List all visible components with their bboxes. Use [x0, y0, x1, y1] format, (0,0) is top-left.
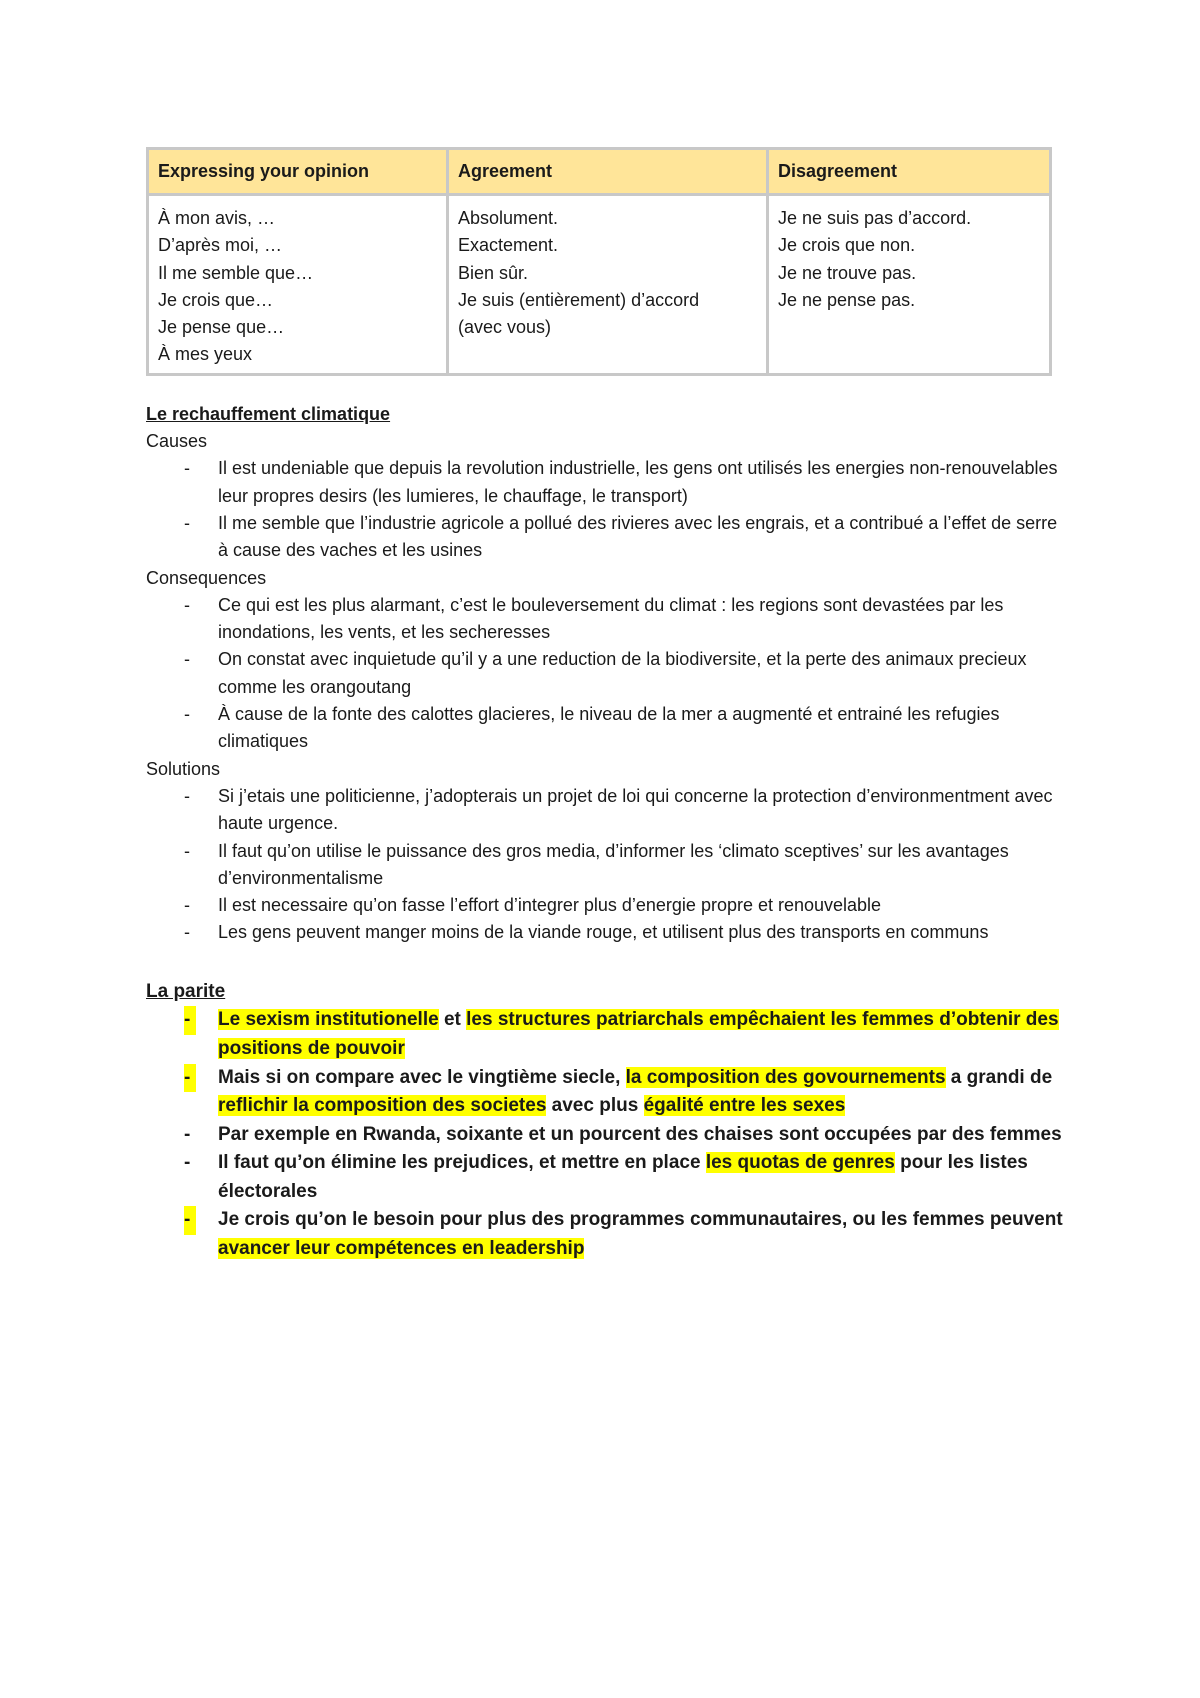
header-cell: Expressing your opinion — [148, 149, 448, 195]
cell-line: Je crois que non. — [778, 235, 916, 256]
list-item — [146, 646, 1066, 701]
subheading-causes: Causes — [146, 431, 208, 452]
document-page — [146, 147, 1066, 1264]
list-item-text: Il est undeniable que depuis la revolution industrielle, les gens ont utilisés les energies non-renouvelables leur propres desirs (les lumieres, le chauffage, le transport) — [218, 458, 1058, 506]
list-item — [146, 783, 1066, 838]
highlighted-text: les structures patriarchals empêchaient les femmes d’obtenir des positions de pouvoir — [218, 1009, 1059, 1059]
cell-line: Je crois que… — [158, 289, 274, 310]
cell-line: À mes yeux — [158, 344, 253, 365]
bullet-dash: - — [184, 785, 190, 806]
cell-line: Je ne trouve pas. — [778, 262, 917, 283]
list-item — [146, 592, 1066, 647]
list-item-text: Les gens peuvent manger moins de la viande rouge, et utilisent plus des transports en communs — [218, 922, 989, 943]
causes-list — [146, 455, 1066, 564]
subheading-solutions: Solutions — [146, 758, 221, 779]
list-item — [146, 455, 1066, 510]
consequences-list — [146, 592, 1066, 756]
cell-line: Je suis (entièrement) d’accord — [458, 289, 700, 310]
list-item — [146, 1121, 1066, 1150]
bullet-dash: - — [184, 922, 190, 943]
list-item-text: On constat avec inquietude qu’il y a une reduction de la biodiversite, et la perte des animaux precieux comme les orangoutang — [218, 649, 1027, 697]
highlighted-text: les quotas de genres — [705, 1152, 895, 1174]
list-item — [146, 1006, 1066, 1063]
header-cell: Disagreement — [768, 149, 1051, 195]
cell-line: Je ne suis pas d’accord. — [778, 208, 972, 228]
list-item-text: Il faut qu’on utilise le puissance des gros media, d’informer les ‘climato sceptives’ sur les avantages d’environmentalisme — [218, 840, 1009, 888]
header-cell: Agreement — [448, 149, 768, 195]
section-title: La parite — [146, 980, 226, 1002]
climate-section — [146, 401, 1066, 947]
list-item-text: avec plus — [546, 1095, 644, 1117]
disagreement-cell — [768, 195, 1051, 375]
list-item-text: et — [438, 1009, 467, 1031]
bullet-dash: - — [184, 1152, 191, 1174]
list-item-text: Si j’etais une politicienne, j’adopterais un projet de loi qui concerne la protection d’environmentment avec haute urgence. — [218, 785, 1053, 834]
highlighted-text: égalité entre les sexes — [643, 1095, 846, 1117]
cell-line: À mon avis, … — [158, 208, 276, 228]
opinion-cell — [148, 195, 448, 375]
parity-section — [146, 978, 1066, 1264]
bullet-dash: - — [184, 1206, 196, 1235]
bullet-dash: - — [184, 840, 190, 861]
list-item-text: a grandi de — [945, 1066, 1053, 1088]
list-item — [146, 1206, 1066, 1263]
cell-line: D’après moi, … — [158, 235, 283, 256]
list-item — [146, 1149, 1066, 1206]
opinion-phrases-table — [146, 147, 1052, 376]
bullet-dash: - — [184, 1006, 196, 1035]
bullet-dash: - — [184, 895, 190, 916]
agreement-cell — [448, 195, 768, 375]
table-header-row — [148, 149, 1051, 195]
bullet-dash: - — [184, 1064, 196, 1093]
list-item-text: Mais si on compare avec le vingtième siecle, — [218, 1066, 626, 1088]
cell-line: Bien sûr. — [458, 262, 529, 283]
list-item-text: Il est necessaire qu’on fasse l’effort d’integrer plus d’energie propre et renouvelable — [218, 895, 882, 916]
solutions-list — [146, 783, 1066, 947]
bullet-dash: - — [184, 594, 190, 615]
bullet-dash: - — [184, 512, 190, 533]
cell-line: (avec vous) — [458, 317, 552, 338]
list-item — [146, 510, 1066, 565]
highlighted-text: reflichir la composition des societes — [218, 1095, 547, 1117]
table-row — [148, 195, 1051, 375]
cell-line: Je ne pense pas. — [778, 289, 916, 310]
cell-line: Je pense que… — [158, 317, 285, 338]
highlighted-text: avancer leur compétences en leadership — [218, 1238, 585, 1260]
list-item — [146, 1064, 1066, 1121]
bullet-dash: - — [184, 458, 190, 479]
bullet-dash: - — [184, 704, 190, 725]
list-item — [146, 701, 1066, 756]
cell-line: Il me semble que… — [158, 262, 314, 283]
cell-line: Absolument. — [458, 208, 559, 228]
list-item — [146, 919, 1066, 946]
parity-list — [146, 1006, 1066, 1263]
list-item-text: Il faut qu’on élimine les prejudices, et mettre en place — [218, 1152, 706, 1174]
highlighted-text: Le sexism institutionelle — [218, 1009, 439, 1031]
bullet-dash: - — [184, 649, 190, 670]
list-item-text: Je crois qu’on le besoin pour plus des programmes communautaires, ou les femmes peuvent — [218, 1209, 1063, 1231]
list-item — [146, 838, 1066, 893]
highlighted-text: la composition des govournements — [625, 1066, 946, 1088]
list-item-text: Par exemple en Rwanda, soixante et un pourcent des chaises sont occupées par des femmes — [218, 1123, 1062, 1145]
list-item-text: pour les listes électorales — [218, 1152, 1028, 1202]
section-title: Le rechauffement climatique — [146, 403, 391, 424]
list-item — [146, 892, 1066, 919]
list-item-text: Il me semble que l’industrie agricole a pollué des rivieres avec les engrais, et a contribué a l’effet de serre à cause des vaches et les usines — [218, 512, 1058, 561]
list-item-text: À cause de la fonte des calottes glacieres, le niveau de la mer a augmenté et entrainé les refugies climatiques — [218, 704, 1000, 752]
subheading-consequences: Consequences — [146, 567, 267, 588]
list-item-text: Ce qui est les plus alarmant, c’est le bouleversement du climat : les regions sont devastées par les inondations, les vents, et les secheresses — [218, 594, 1004, 643]
bullet-dash: - — [184, 1123, 191, 1145]
cell-line: Exactement. — [458, 235, 559, 256]
